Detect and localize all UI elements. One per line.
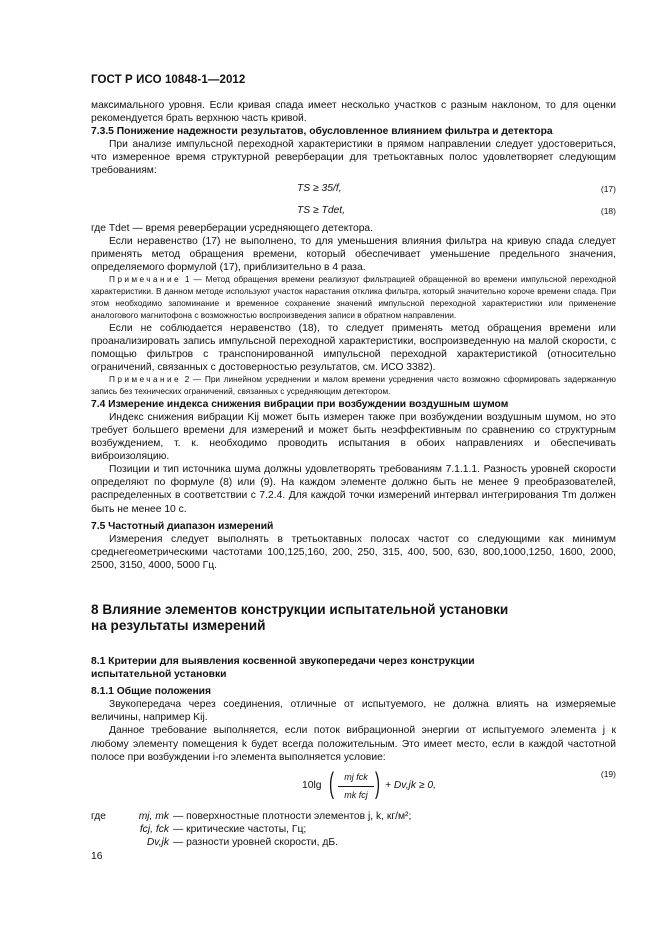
definition-text: — критические частоты, Гц; — [173, 823, 307, 835]
paragraph: Звукопередача через соединения, отличные от испытуемого, не должна влиять на измеряемые величины, например Kij. — [91, 699, 616, 724]
symbol-definitions — [91, 810, 616, 849]
section-heading-7-4: 7.4 Измерение индекса снижения вибрации при возбуждении воздушным шумом — [91, 398, 509, 410]
note-text: 1 — Метод обращения времени реализуют фильтрацией обращенной во времени импульсной переходной характеристики. В данном методе используют участок нарастания отклика фильтра, который значительно короче времени спада. При этом необходимо запоминание и временное сохранение значений импульсной переходной характеристики или применение аналогового магнитофона с возможностью воспроизведения записи в обратном направлении. — [91, 273, 616, 320]
section-heading-line: 8.1 Критерии для выявления косвенной звукопередачи через конструкции — [91, 655, 475, 667]
paragraph: где Tdet — время реверберации усредняющего детектора. — [91, 222, 374, 234]
note-label: Примечание — [109, 373, 182, 384]
paragraph: Если неравенство (17) не выполнено, то для уменьшения влияния фильтра на кривую спада следует применять метод обращения времени, который обеспечивает уменьшение предельного значения, определяемого формулой (17), приблизительно в 4 раза. — [91, 235, 616, 273]
equation-17 — [91, 178, 616, 200]
chapter-heading-line: 8 Влияние элементов конструкции испытательной установки — [91, 601, 509, 617]
definition-symbol: mj, mk — [138, 810, 169, 822]
paragraph: Измерения следует выполнять в третьоктавных полосах частот со следующими как минимум среднегеометрическими частотами 100,125,160, 200, 250, 315, 400, 500, 630, 800,1000,1250, 1600, 2000, 2500, 3150, 4000, 5000 Гц. — [91, 533, 616, 571]
equation-19 — [91, 768, 616, 808]
left-paren: ( — [329, 766, 334, 800]
right-paren: ) — [375, 766, 380, 800]
paragraph: Позиции и тип источника шума должны удовлетворять требованиям 7.1.1.1. Разность уровней скорости определяют по формуле (8) или (9). На каждом элементе должно быть не менее 9 преобразователей, распределенных в соответствии с 7.2.4. Для каждой точки измерений интервал интегрирования Tm должен быть не менее 10 с. — [91, 464, 616, 515]
definition-row — [91, 810, 616, 823]
note-1 — [91, 274, 616, 322]
equation-18 — [91, 200, 616, 222]
definition-symbol: Dv,jk — [146, 836, 169, 848]
section-heading-8-1-1: 8.1.1 Общие положения — [91, 686, 211, 698]
definition-row — [91, 823, 616, 836]
definition-row — [91, 836, 616, 849]
note-2 — [91, 374, 616, 398]
chapter-heading-8 — [91, 602, 616, 635]
definition-prefix — [91, 823, 113, 836]
fraction-denominator: mk fcj — [344, 789, 368, 800]
note-label: Примечание — [109, 273, 182, 284]
section-heading-line: испытательной установки — [91, 669, 227, 681]
definition-prefix: где — [91, 810, 107, 822]
paragraph: Данное требование выполняется, если поток вибрационной энергии от испытуемого элемента j к любому элементу помещения k будет всегда положительным. Это имеет место, если в каждой частотной полосе при возбуждении i-го элемента выполняется условие: — [91, 725, 616, 763]
section-heading-8-1 — [91, 655, 616, 681]
page-number: 16 — [91, 851, 103, 862]
fraction-numerator: mj fck — [338, 771, 374, 787]
paragraph: При анализе импульсной переходной характеристики в прямом направлении следует удостовериться, что измеренное время структурной реверберации для третьоктавных полос удовлетворяет следующим требованиям: — [91, 139, 616, 177]
equation-19-rest: + Dv,jk ≥ 0, — [385, 779, 436, 791]
definition-text: — поверхностные плотности элементов j, k, кг/м²; — [173, 810, 412, 822]
paragraph: Индекс снижения вибрации Kij может быть измерен также при возбуждении воздушным шумом, но это требует большего времени для измерений и может быть неэффективным по сравнению со структурным возбуждением, т. к. необходимо проводить испытания в обоих направлениях и обеспечивать виброизоляцию. — [91, 411, 616, 463]
equation-19-log: 10lg — [302, 779, 322, 791]
equation-18-number: (18) — [600, 205, 616, 216]
section-heading-7-5: 7.5 Частотный диапазон измерений — [91, 520, 274, 532]
equation-17-formula: TS ≥ 35/f, — [297, 182, 342, 194]
definition-text: — разности уровней скорости, дБ. — [173, 836, 339, 848]
equation-19-fraction — [338, 771, 374, 802]
equation-17-number: (17) — [600, 183, 616, 194]
section-heading-7-3-5: 7.3.5 Понижение надежности результатов, обусловленное влиянием фильтра и детектора — [91, 126, 553, 138]
chapter-heading-line: на результаты измерений — [91, 618, 266, 634]
definition-prefix — [91, 836, 113, 849]
definition-symbol: fcj, fck — [139, 823, 169, 835]
equation-18-formula: TS ≥ Tdet, — [297, 204, 345, 216]
paragraph: Если не соблюдается неравенство (18), то следует применять метод обращения времени или проанализировать запись импульсной переходной характеристики, воспроизведенную на малой скорости, с помощью фильтров с транспонированной импульсной переходной характеристикой (относительно ограничений, связанных с достоверностью результатов, см. ИСО 3382). — [91, 322, 616, 373]
document-header: ГОСТ Р ИСО 10848-1—2012 — [91, 74, 246, 86]
note-text: 2 — При линейном усреднении и малом времени усреднения часто возможно сформировать задержанную запись без технических ограничений, связанных с усредняющим детектором. — [91, 373, 616, 396]
page-content — [91, 99, 616, 849]
equation-19-number: (19) — [600, 768, 616, 779]
paragraph: максимального уровня. Если кривая спада имеет несколько участков с разным наклоном, то для оценки рекомендуется брать верхнюю часть кривой. — [91, 100, 616, 125]
